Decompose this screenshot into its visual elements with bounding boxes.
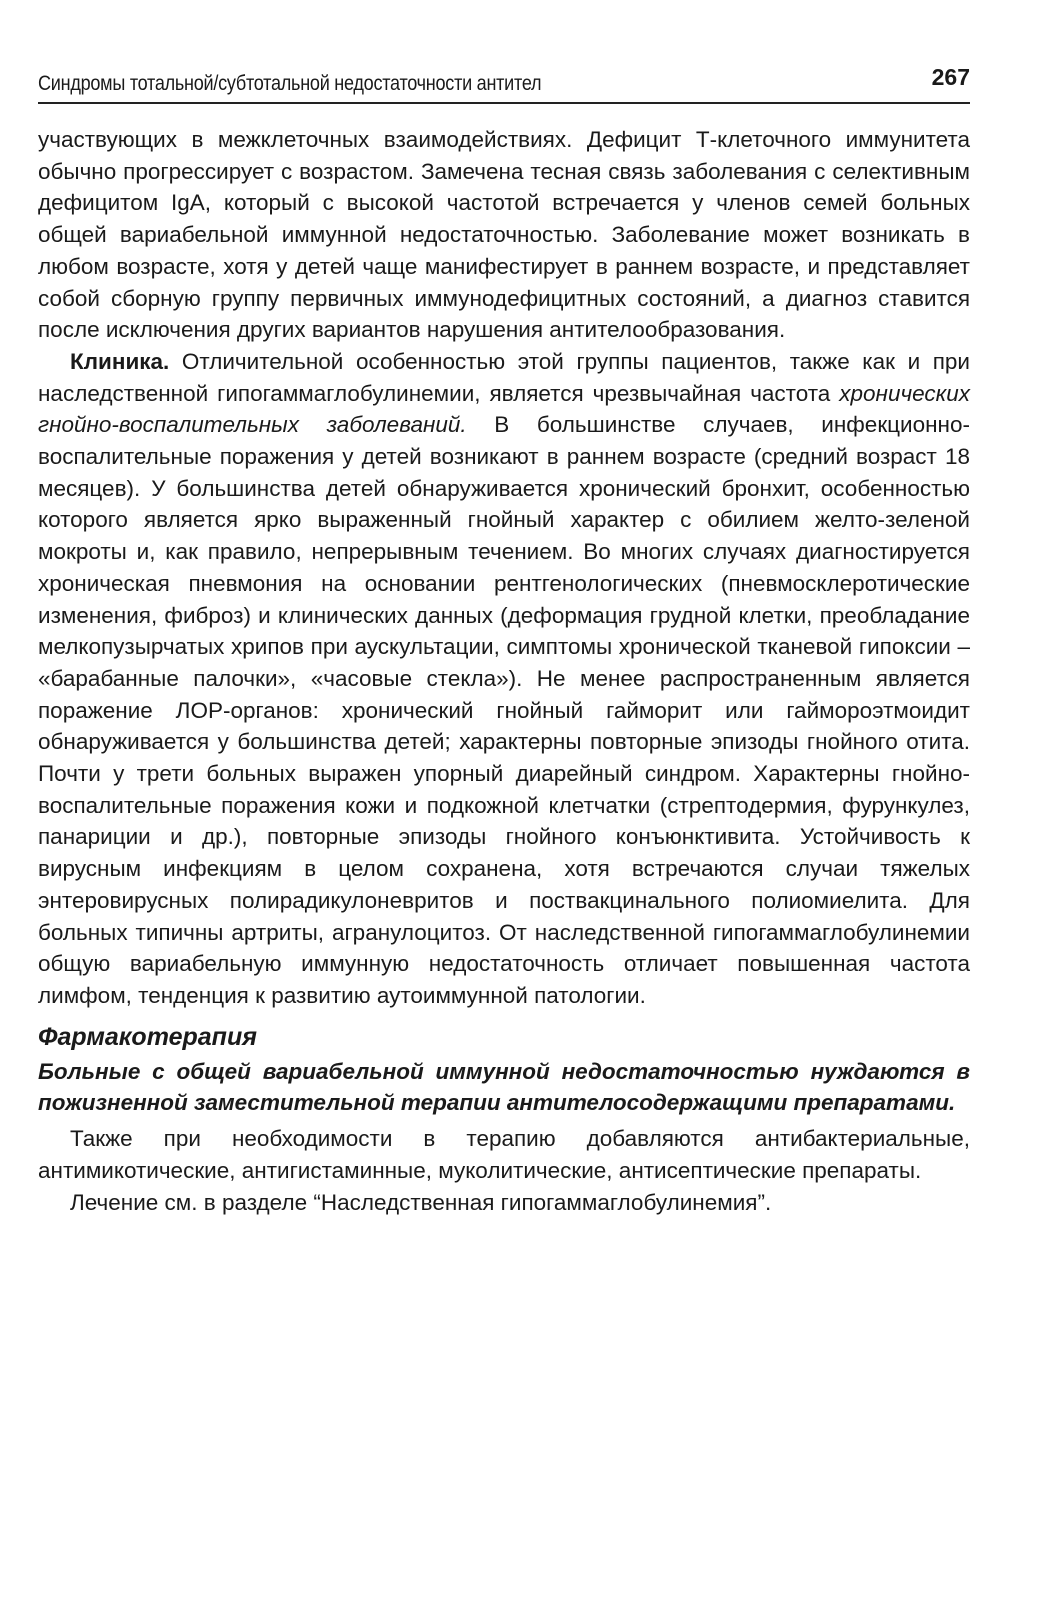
running-title: Синдромы тотальной/субтотальной недостаточности антител (38, 72, 542, 95)
clinic-text-part-1: Отличительной особенностью этой группы пациентов, также как и при наследственной гипогаммаглобулинемии, является чрезвычайная частота (38, 348, 970, 406)
clinic-text-part-2: В большинстве случаев, инфекционно-воспалительные поражения у детей возникают в раннем возрасте (средний возраст 18 месяцев). У большинства детей обнаруживается хронический бронхит, особенностью которого является ярко выраженный гнойный характер с обилием желто-зеленой мокроты и, как правило, непрерывным течением. Во многих случаях диагностируется хроническая пневмония на основании рентгенологических (пневмосклеротические изменения, фиброз) и клинических данных (деформация грудной клетки, преобладание мелкопузырчатых хрипов при аускультации, симптомы хронической тканевой гипоксии – «барабанные палочки», «часовые стекла»). Не менее распространенным является поражение ЛОР-органов: хронический гнойный гайморит или гаймороэтмоидит обнаруживается у большинства детей; характерны повторные эпизоды гнойного отита. Почти у трети больных выражен упорный диарейный синдром. Характерны гнойно-воспалительные поражения кожи и подкожной клетчатки (стрептодермия, фурункулез, панариции и др.), повторные эпизоды гнойного конъюнктивита. Устойчивость к вирусным инфекциям в целом сохранена, хотя встречаются случаи тяжелых энтеровирусных полирадикулоневритов и поствакцинального полиомиелита. Для больных типичны артриты, агранулоцитоз. От наследственной гипогаммаглобулинемии общую вариабельную иммунную недостаточность отличает повышенная частота лимфом, тенденция к развитию аутоиммунной патологии. (38, 412, 970, 1008)
lead-statement: Больные с общей вариабельной иммунной недостаточностью нуждаются в пожизненной заместительной терапии антителосодержащими препаратами. (38, 1058, 970, 1116)
paragraph-clinic (38, 346, 970, 1012)
page-header (38, 62, 970, 104)
paragraph-additional-drugs: Также при необходимости в терапию добавляются антибактериальные, антимикотические, антигистаминные, муколитические, антисептические препараты. (38, 1126, 970, 1183)
main-text (38, 124, 970, 1218)
clinic-italic-phrase: хронических гнойно-воспалительных заболеваний. (38, 380, 970, 438)
paragraph-treatment-reference: Лечение см. в разделе “Наследственная гипогаммаглобулинемия”. (70, 1189, 772, 1215)
page-number: 267 (931, 64, 970, 90)
book-page (38, 0, 970, 1600)
paragraph-intro: участвующих в межклеточных взаимодействиях. Дефицит Т-клеточного иммунитета обычно прогрессирует с возрастом. Замечена тесная связь заболевания с селективным дефицитом IgA, который с высокой частотой встречается у членов семей больных общей вариабельной иммунной недостаточностью. Заболевание может возникать в любом возрасте, хотя у детей чаще манифестирует в раннем возрасте, и представляет собой сборную группу первичных иммунодефицитных состояний, а диагноз ставится после исключения других вариантов нарушения антителообразования. (38, 127, 970, 343)
clinic-label: Клиника. (70, 348, 170, 374)
section-heading-pharmacotherapy: Фармакотерапия (38, 1022, 257, 1051)
